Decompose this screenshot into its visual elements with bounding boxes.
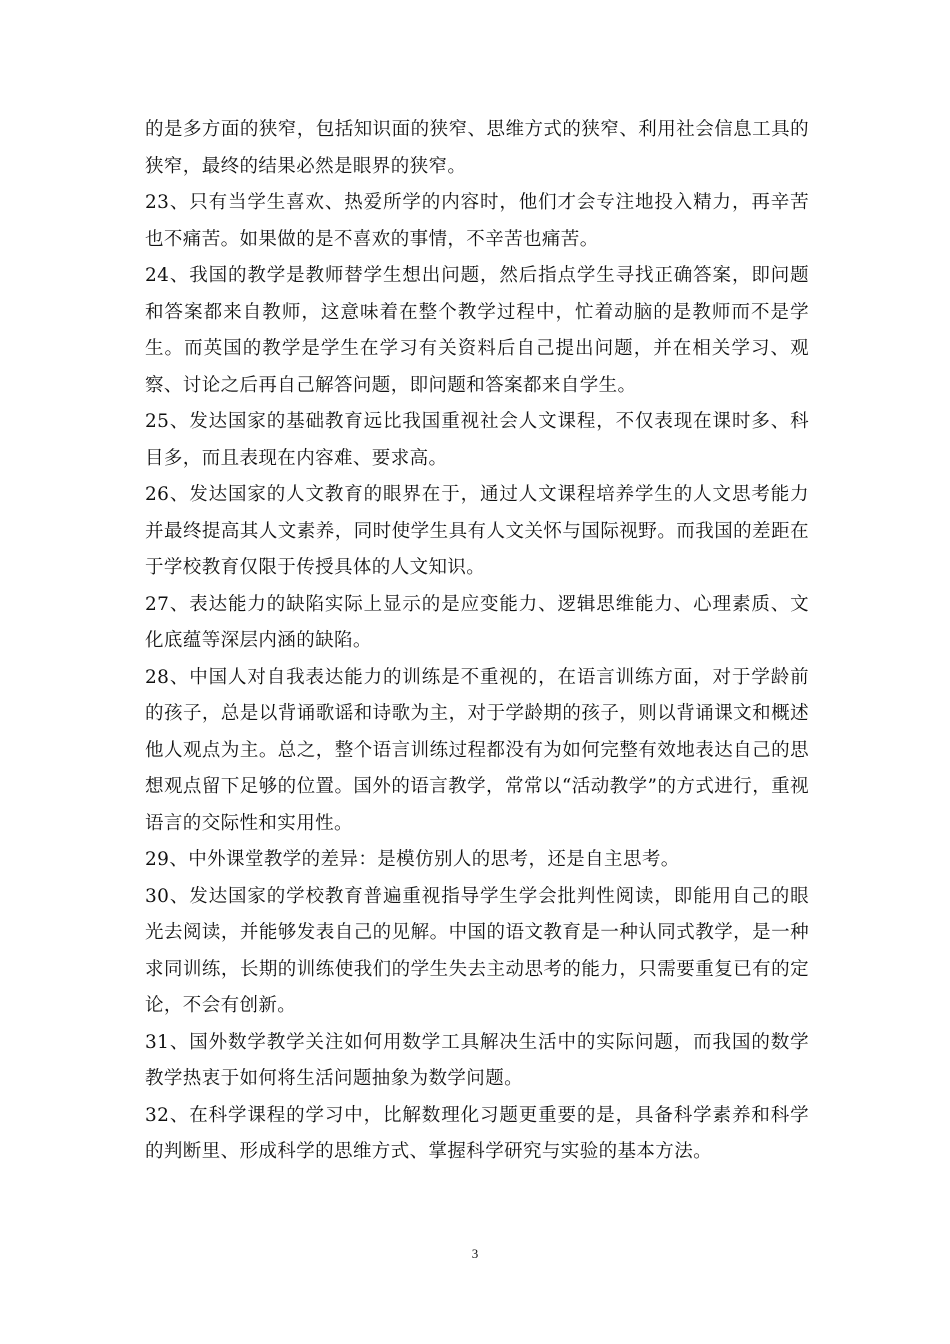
paragraph-25: 25、发达国家的基础教育远比我国重视社会人文课程，不仅表现在课时多、科目多，而且表现在内容难、要求高。 xyxy=(145,411,809,469)
paragraph-27: 27、表达能力的缺陷实际上显示的是应变能力、逻辑思维能力、心理素质、文化底蕴等深层内涵的缺陷。 xyxy=(145,593,809,651)
paragraph-30: 30、发达国家的学校教育普遍重视指导学生学会批判性阅读，即能用自己的眼光去阅读，并能够发表自己的见解。中国的语文教育是一种认同式教学，是一种求同训练，长期的训练使我们的学生失去主动思考的能力，只需要重复已有的定论，不会有创新。 xyxy=(145,885,809,1016)
paragraph-32: 32、在科学课程的学习中，比解数理化习题更重要的是，具备科学素养和科学的判断里、形成科学的思维方式、掌握科学研究与实验的基本方法。 xyxy=(145,1104,809,1162)
paragraph-28: 28、中国人对自我表达能力的训练是不重视的，在语言训练方面，对于学龄前的孩子，总是以背诵歌谣和诗歌为主，对于学龄期的孩子，则以背诵课文和概述他人观点为主。总之，整个语言训练过程都没有为如何完整有效地表达自己的思想观点留下足够的位置。国外的语言教学，常常以“活动教学”的方式进行，重视语言的交际性和实用性。 xyxy=(145,666,809,834)
paragraph-29: 29、中外课堂教学的差异：是模仿别人的思考，还是自主思考。 xyxy=(145,849,680,870)
paragraph-23: 23、只有当学生喜欢、热爱所学的内容时，他们才会专注地投入精力，再辛苦也不痛苦。如果做的是不喜欢的事情，不辛苦也痛苦。 xyxy=(145,192,809,250)
paragraph-24: 24、我国的教学是教师替学生想出问题，然后指点学生寻找正确答案，即问题和答案都来自教师，这意味着在整个教学过程中，忙着动脑的是教师而不是学生。而英国的教学是学生在学习有关资料后自己提出问题，并在相关学习、观察、讨论之后再自己解答问题，即问题和答案都来自学生。 xyxy=(145,265,809,396)
page-number: 3 xyxy=(471,1246,479,1261)
paragraph-31: 31、国外数学教学关注如何用数学工具解决生活中的实际问题，而我国的数学教学热衷于如何将生活问题抽象为数学问题。 xyxy=(145,1031,809,1089)
paragraph-26: 26、发达国家的人文教育的眼界在于，通过人文课程培养学生的人文思考能力并最终提高其人文素养，同时使学生具有人文关怀与国际视野。而我国的差距在于学校教育仅限于传授具体的人文知识。 xyxy=(145,484,809,578)
document-body xyxy=(145,112,809,1171)
paragraph-22-continued: 的是多方面的狭窄，包括知识面的狭窄、思维方式的狭窄、利用社会信息工具的狭窄，最终的结果必然是眼界的狭窄。 xyxy=(145,119,809,177)
